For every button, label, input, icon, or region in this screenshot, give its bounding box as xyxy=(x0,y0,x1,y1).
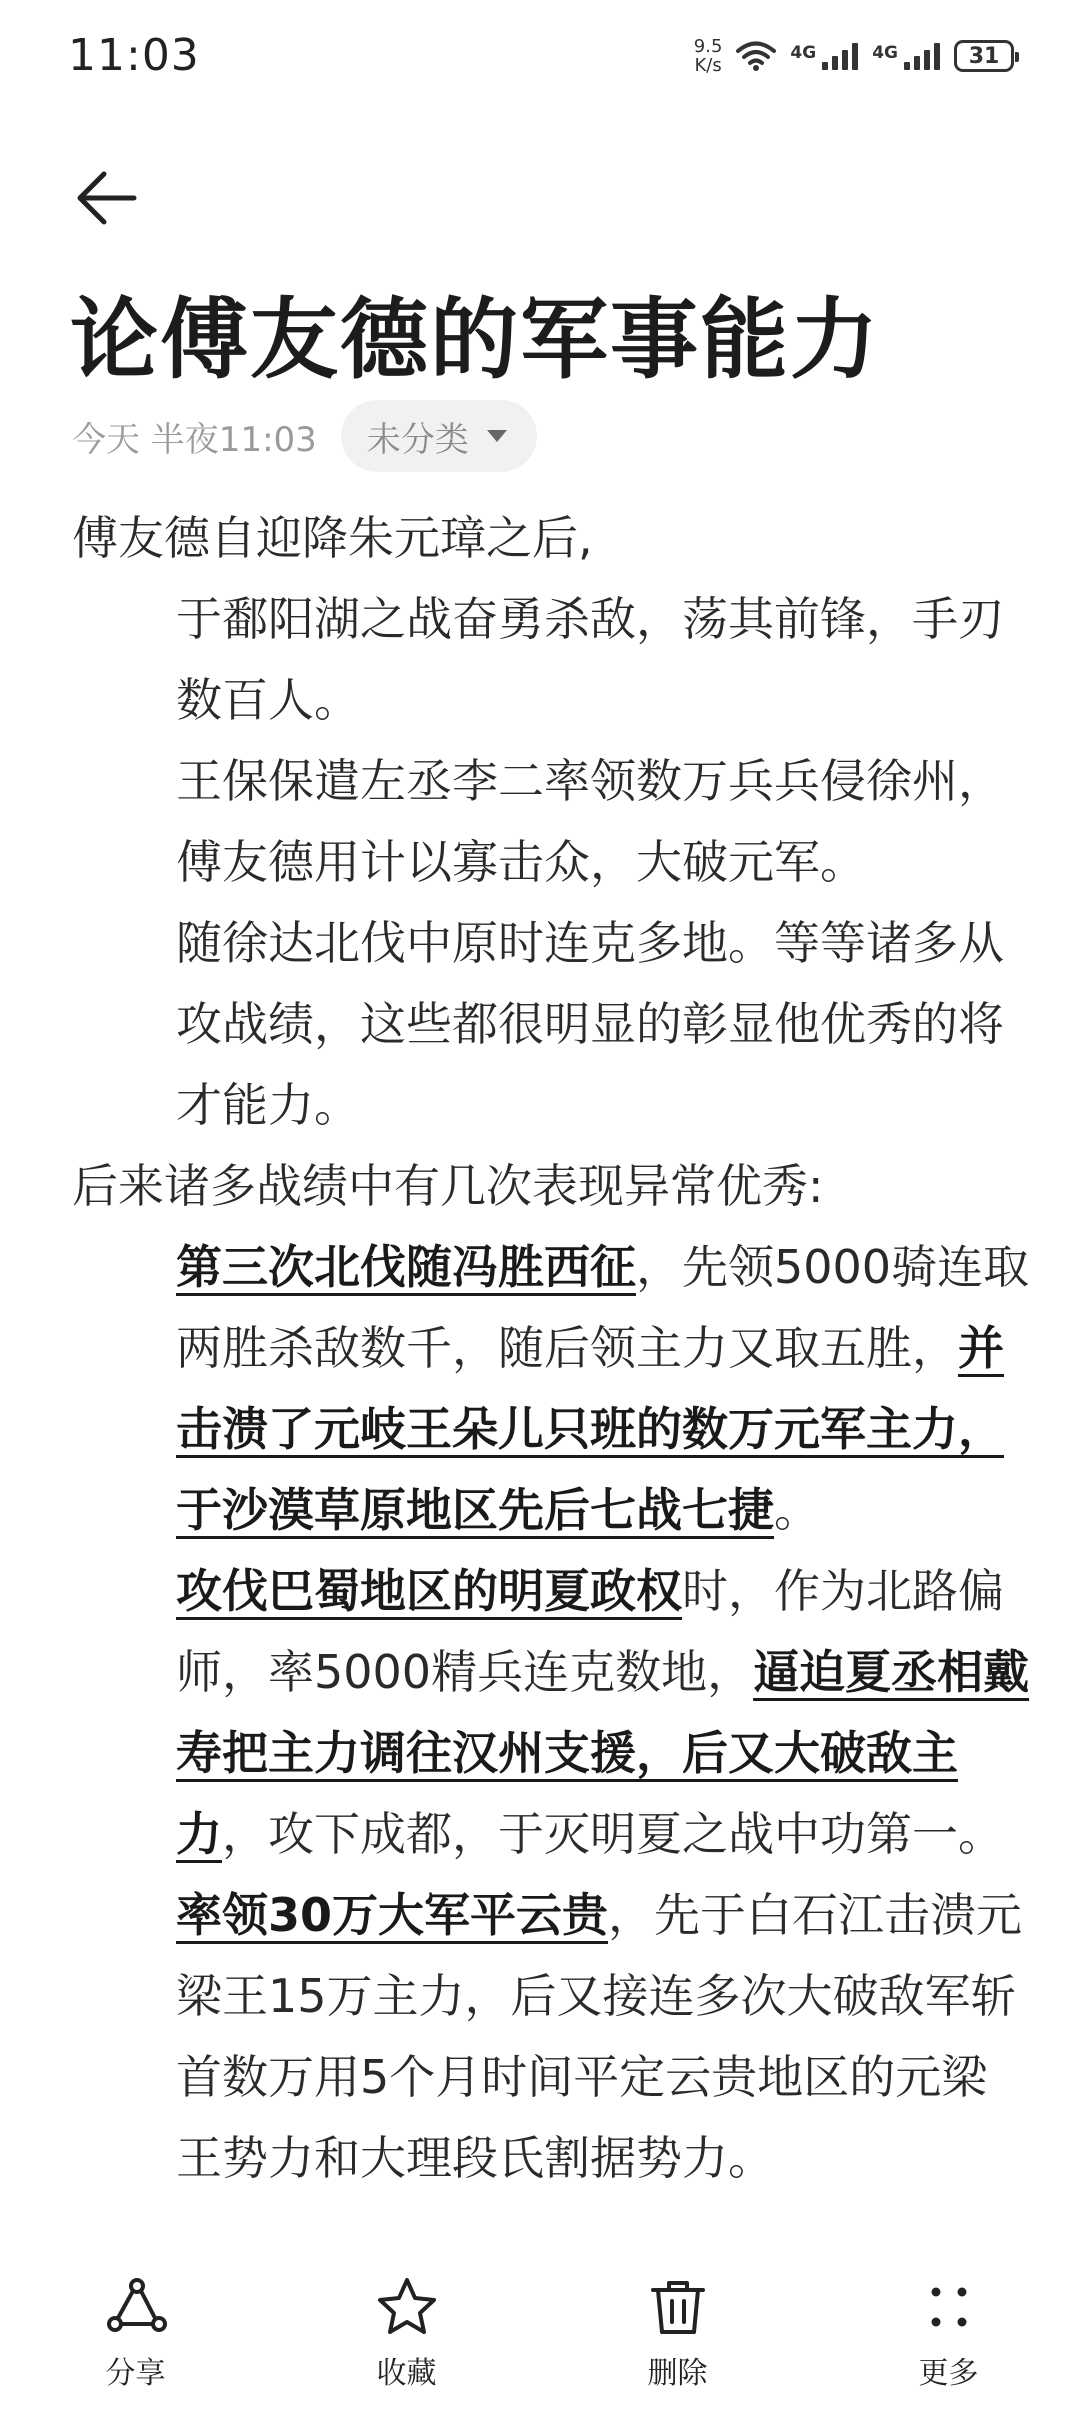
more-dots-icon xyxy=(914,2272,984,2342)
share-button[interactable] xyxy=(46,2250,226,2412)
highlighted-text: 并击溃了元岐王朵儿只班的数万元军主力，于沙漠草原地区先后七战七捷 xyxy=(176,1321,1004,1537)
arrow-left-icon xyxy=(68,158,148,238)
back-button[interactable] xyxy=(68,158,148,238)
paragraph-text: 。 xyxy=(774,1483,820,1537)
network-speed-unit: K/s xyxy=(694,55,722,76)
paragraph-text: ，先于白石江击溃元梁王15万主力，后又接连多次大破敌军斩首数万用5个月时间平定云贵地区的元梁王势力和大理段氏割据势力。 xyxy=(176,1888,1023,2185)
network-speed xyxy=(694,37,723,75)
favorite-button[interactable] xyxy=(317,2250,497,2412)
bottom-toolbar xyxy=(0,2250,1084,2412)
favorite-label: 收藏 xyxy=(376,2356,437,2391)
highlighted-text: 攻伐巴蜀地区的明夏政权 xyxy=(176,1564,682,1618)
note-date: 今天 半夜11:03 xyxy=(72,419,317,460)
paragraph: 于鄱阳湖之战奋勇杀敌，荡其前锋，手刃数百人。 xyxy=(176,592,1004,727)
paragraph: 后来诸多战绩中有几次表现异常优秀: xyxy=(72,1159,824,1213)
share-label: 分享 xyxy=(105,2356,166,2391)
category-label: 未分类 xyxy=(366,419,469,460)
paragraph-text: ，先领5000骑连取两胜杀敌数千，随后领主力又取五胜， xyxy=(176,1240,1030,1375)
status-time: 11:03 xyxy=(68,30,200,81)
highlighted-text: 第三次北伐随冯胜西征 xyxy=(176,1240,636,1294)
signal-sim1-icon: 4G xyxy=(790,43,858,70)
more-button[interactable] xyxy=(859,2250,1039,2412)
more-label: 更多 xyxy=(918,2356,979,2391)
status-bar xyxy=(0,0,1084,112)
trash-icon xyxy=(643,2272,713,2342)
paragraph-text: ，攻下成都，于灭明夏之战中功第一。 xyxy=(222,1807,1004,1861)
paragraph-text: 时，作为北路偏师，率5000精兵连克数地， xyxy=(176,1564,1004,1699)
highlighted-text: 率领30万大军平云贵 xyxy=(176,1888,609,1942)
paragraph: 傅友德自迎降朱元璋之后, xyxy=(72,511,593,565)
category-dropdown[interactable] xyxy=(341,400,537,472)
paragraph: 随徐达北伐中原时连克多地。等等诸多从攻战绩，这些都很明显的彰显他优秀的将才能力。 xyxy=(176,916,1004,1132)
note-title[interactable]: 论傅友德的军事能力 xyxy=(70,288,881,391)
network-speed-value: 9.5 xyxy=(693,36,723,57)
note-meta xyxy=(72,398,537,474)
status-icons xyxy=(694,34,1014,78)
wifi-icon xyxy=(736,40,776,72)
paragraph xyxy=(72,1227,1032,1551)
note-body[interactable] xyxy=(72,498,1032,2199)
signal-sim2-icon: 4G xyxy=(872,43,940,70)
delete-button[interactable] xyxy=(588,2250,768,2412)
highlighted-text: 逼迫夏丞相戴寿把主力调往汉州支援，后又大破敌主力 xyxy=(176,1645,1030,1861)
delete-label: 删除 xyxy=(647,2356,708,2391)
paragraph: 王保保遣左丞李二率领数万兵兵侵徐州，傅友德用计以寡击众，大破元军。 xyxy=(176,754,1004,889)
paragraph xyxy=(72,1551,1032,1875)
paragraph xyxy=(72,1875,1032,2199)
share-icon xyxy=(101,2272,171,2342)
dropdown-triangle-icon xyxy=(487,430,507,442)
battery-level: 31 xyxy=(968,43,1000,69)
battery-icon xyxy=(954,40,1014,72)
star-icon xyxy=(372,2272,442,2342)
